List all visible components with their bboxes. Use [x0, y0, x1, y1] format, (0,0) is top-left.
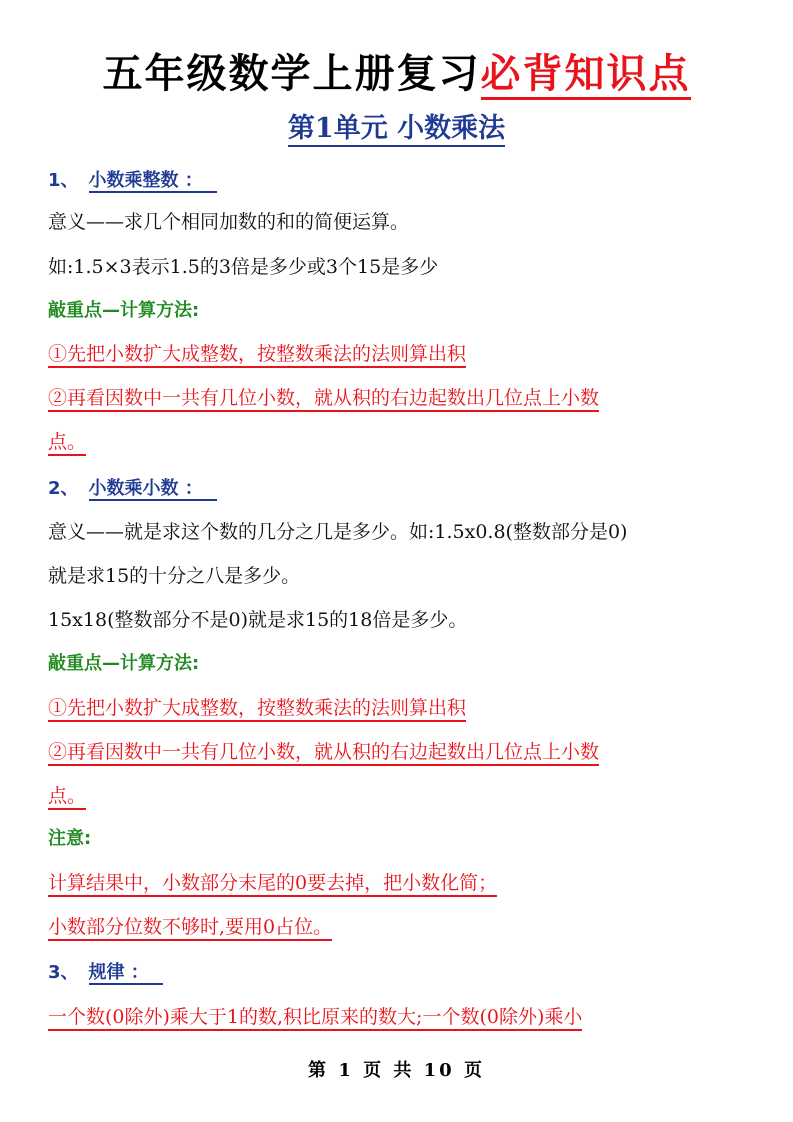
section1-number: 1、 — [48, 170, 79, 191]
page-title — [0, 42, 793, 99]
section1-example: 如:1.5×3表示1.5的3倍是多少或3个15是多少 — [48, 256, 439, 278]
section1-title: 小数乘整数 ： — [89, 170, 217, 193]
section3-heading — [48, 960, 163, 986]
section2-heading — [48, 476, 217, 502]
section2-step2-cont — [48, 783, 86, 809]
section1-step1 — [48, 341, 466, 367]
section2-step2-line1: ②再看因数中一共有几位小数，就从积的右边起数出几位点上小数 — [48, 741, 599, 766]
section2-meaning-line3: 15x18(整数部分不是0)就是求15的18倍是多少。 — [48, 609, 468, 631]
section2-meaning-line1: 意义——就是求这个数的几分之几是多少。如:1.5x0.8(整数部分是0) — [48, 521, 628, 543]
section2-step2 — [48, 739, 599, 765]
section1-step2-cont — [48, 429, 86, 455]
section2-step2-line2: 点。 — [48, 785, 86, 810]
unit-subtitle — [0, 106, 793, 145]
section2-note2 — [48, 914, 332, 940]
section2-note1-text: 计算结果中，小数部分末尾的0要去掉，把小数化简； — [48, 872, 497, 897]
section2-key-label: 敲重点—计算方法: — [48, 653, 200, 674]
section3-rule-line1: 一个数(0除外)乘大于1的数,积比原来的数大;一个数(0除外)乘小 — [48, 1006, 582, 1031]
section2-step1 — [48, 695, 466, 721]
section1-heading — [48, 168, 217, 194]
section3-title: 规律 ： — [89, 962, 163, 985]
section1-step2-line2: 点。 — [48, 431, 86, 456]
title-red-part: 必背知识点 — [481, 50, 691, 100]
section1-step2-line1: ②再看因数中一共有几位小数，就从积的右边起数出几位点上小数 — [48, 387, 599, 412]
section2-title: 小数乘小数 ： — [89, 478, 217, 501]
section2-step1-text: ①先把小数扩大成整数，按整数乘法的法则算出积 — [48, 697, 466, 722]
section2-note1 — [48, 870, 497, 896]
section1-step1-text: ①先把小数扩大成整数，按整数乘法的法则算出积 — [48, 343, 466, 368]
page-footer: 第 1 页 共 10 页 — [308, 1060, 485, 1081]
section3-rule — [48, 1004, 582, 1030]
section1-step2 — [48, 385, 599, 411]
section1-key-label: 敲重点—计算方法: — [48, 300, 200, 321]
section2-meaning-line2: 就是求15的十分之八是多少。 — [48, 565, 301, 587]
section3-number: 3、 — [48, 962, 79, 983]
section2-number: 2、 — [48, 478, 79, 499]
section1-meaning: 意义——求几个相同加数的和的简便运算。 — [48, 211, 410, 233]
section2-note-label: 注意: — [48, 828, 92, 849]
section2-note2-text: 小数部分位数不够时,要用0占位。 — [48, 916, 332, 941]
title-black-part: 五年级数学上册复习 — [102, 50, 481, 97]
unit-subtitle-text: 第1单元 小数乘法 — [288, 113, 505, 147]
